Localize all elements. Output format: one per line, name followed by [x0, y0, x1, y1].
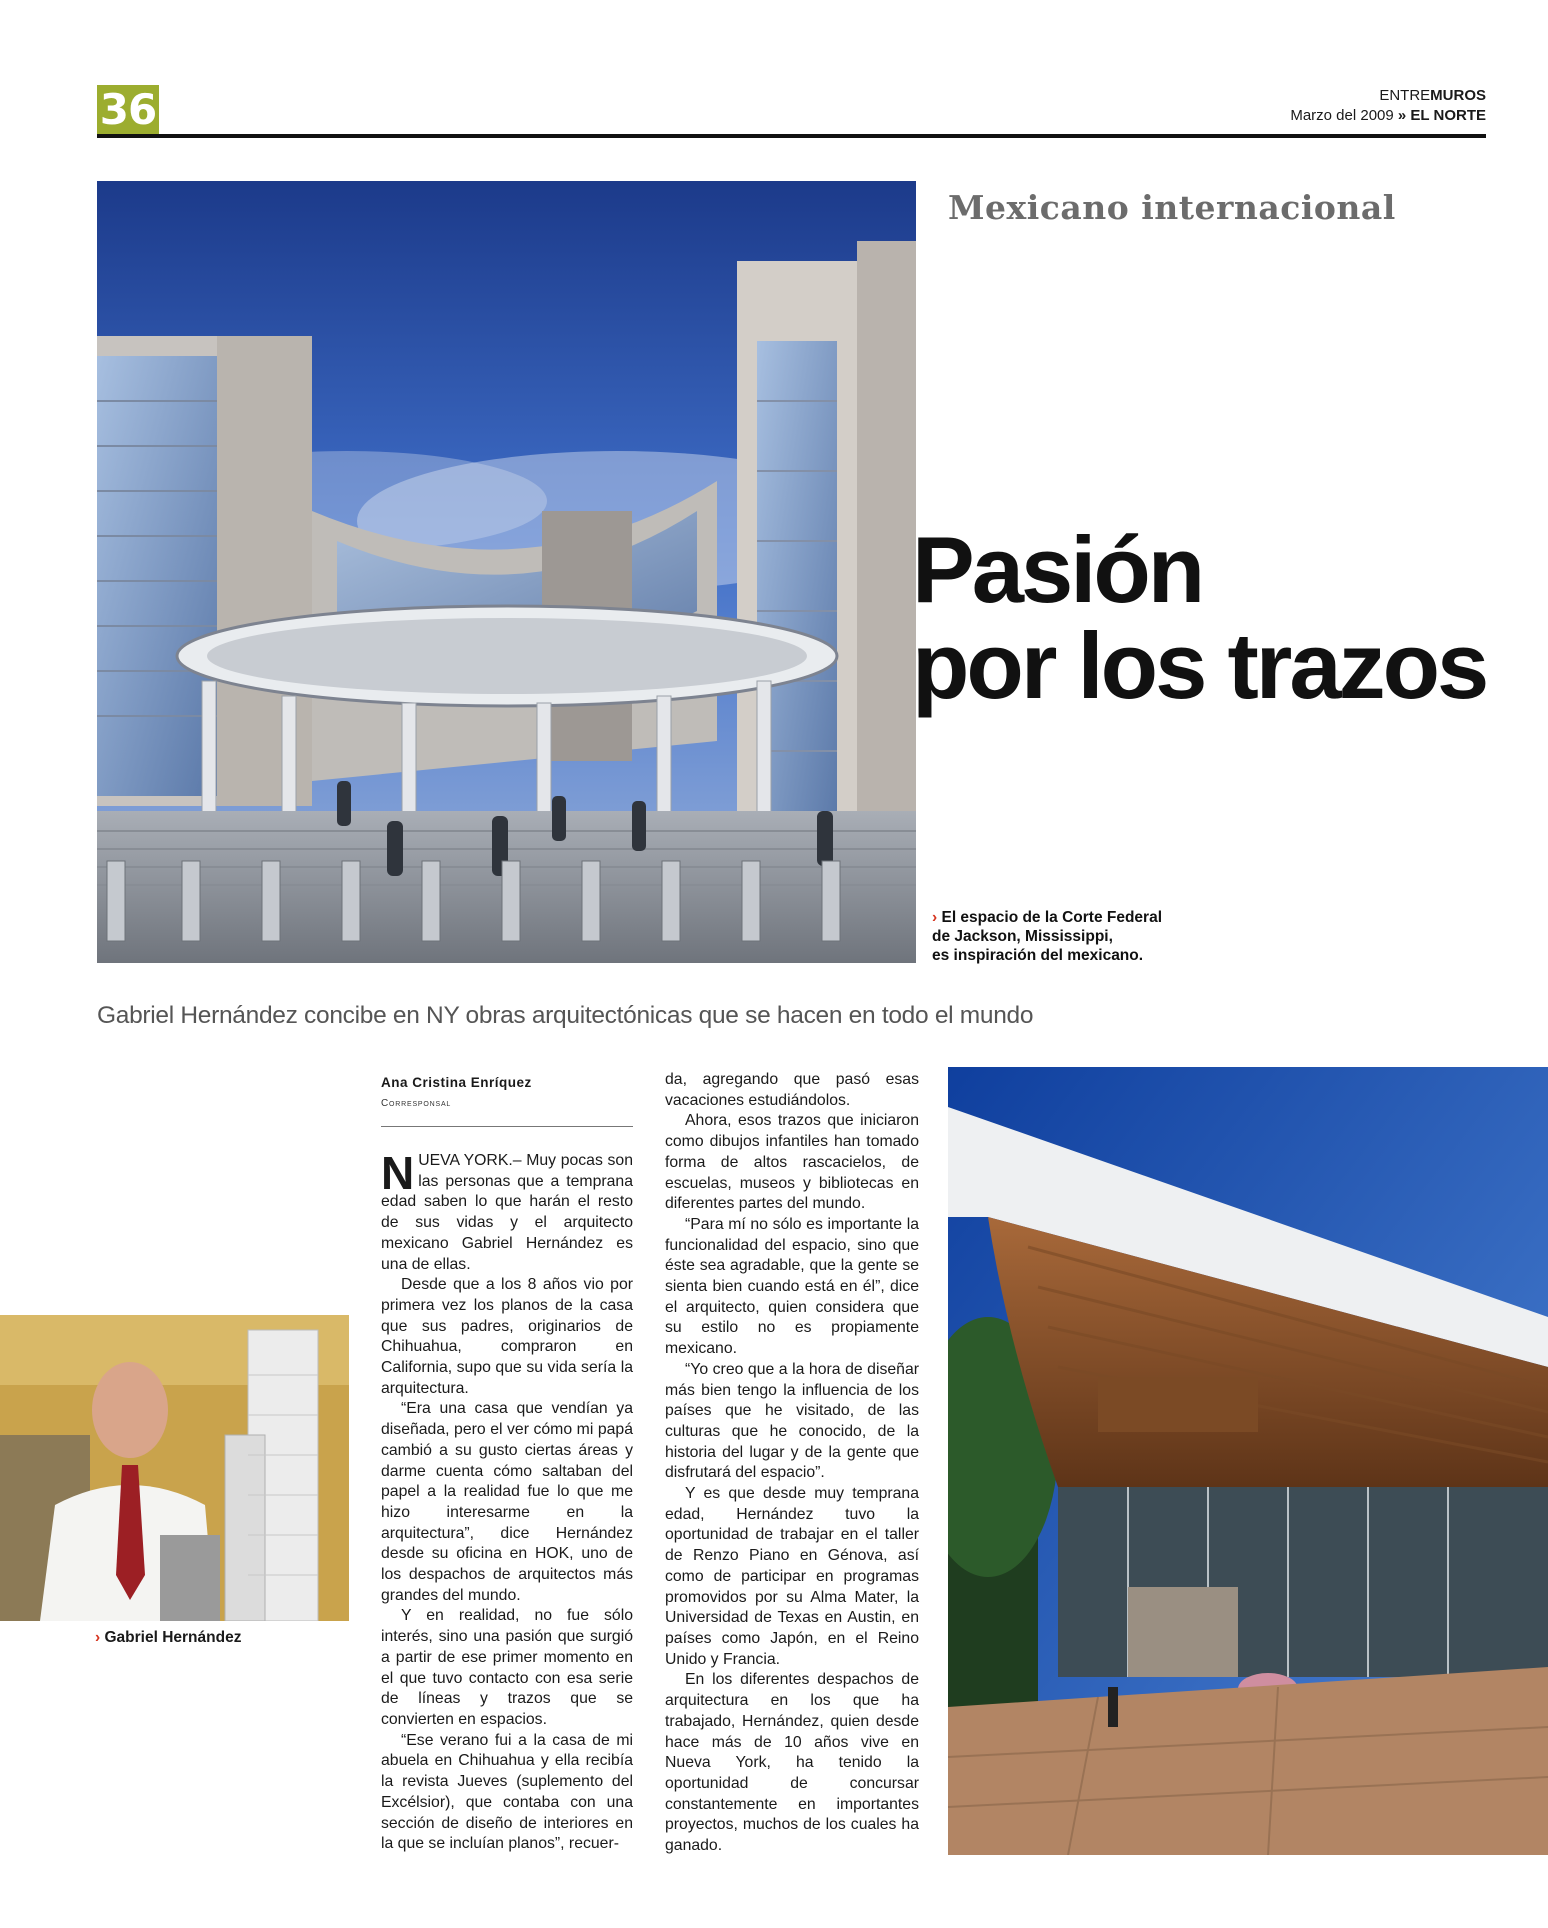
headline — [912, 517, 1487, 718]
section-header — [1290, 86, 1486, 126]
page-number: 36 — [97, 85, 159, 135]
body-paragraph: Y es que desde muy temprana edad, Hernández tuvo la oportunidad de trabajar en el taller de Renzo Piano en Génova, así como de participar en programas promovidos por su Alma Mater, la Universidad de Texas en Austin, en países como Japón, en el Reino Unido y Francia. — [665, 1485, 919, 1668]
body-column-2 — [665, 1070, 919, 1857]
header-rule — [97, 134, 1486, 138]
publication-name: EL NORTE — [1410, 107, 1486, 124]
body-paragraph: da, agregando que pasó esas vacaciones estudiándolos. — [665, 1071, 919, 1109]
byline-rule — [381, 1126, 633, 1127]
body-paragraph: Desde que a los 8 años vio por primera vez los planos de la casa que sus padres, originarios de Chihuahua, compraron en California, supo que su vida sería la arquitectura. — [381, 1276, 633, 1397]
body-paragraph: “Ese verano fui a la casa de mi abuela en Chihuahua y ella recibía la revista Jueves (suplemento del Excélsior), que contaba con una sección de diseño de interiores en la que se incluían planos”, recuer- — [381, 1731, 633, 1853]
byline-role: Corresponsal — [381, 1098, 452, 1109]
section-title: ENTREMUROS — [1379, 87, 1486, 104]
hero-caption: › El espacio de la Corte Federal de Jackson, Mississippi, es inspiración del mexicano. — [932, 909, 1163, 964]
portrait-caption: › Gabriel Hernández — [95, 1629, 242, 1646]
article-deck: Gabriel Hernández concibe en NY obras arquitectónicas que se hacen en todo el mundo — [97, 1002, 1034, 1029]
separator-glyph: » — [1397, 107, 1407, 124]
body-paragraph: “Yo creo que a la hora de diseñar más bien tengo la influencia de los países que he visitado, de las culturas que he conocido, de la historia del lugar y de la gente que disfrutará del espacio”. — [665, 1360, 919, 1482]
pavilion-photo — [948, 1067, 1548, 1855]
issue-date: Marzo del 2009 — [1290, 107, 1394, 124]
issue-line — [1290, 106, 1486, 126]
caption-arrow-icon: › — [95, 1629, 101, 1646]
byline-name: Ana Cristina Enríquez — [381, 1075, 532, 1090]
body-paragraph: En los diferentes despachos de arquitectura en los que ha trabajado, Hernández, quien desde hace más de 10 años vive en Nueva York, ha tenido la oportunidad de concursar constantemente en importantes proyectos, muchos de los cuales ha ganado. — [665, 1671, 919, 1855]
body-paragraph: “Para mí no sólo es importante la funcionalidad del espacio, sino que éste sea agradable, que la gente se sienta bien cuando está en él”, dice el arquitecto, quien considera que su estilo no es propiamente mexicano. — [665, 1215, 919, 1358]
caption-arrow-icon: › — [932, 909, 938, 926]
body-paragraph: NUEVA YORK.– Muy pocas son las personas que a temprana edad saben lo que harán el resto de sus vidas y el arquitecto mexicano Gabriel Hernández es una de ellas. — [381, 1147, 633, 1273]
body-paragraph: Ahora, esos trazos que iniciaron como dibujos infantiles han tomado forma de altos rascacielos, de escuelas, museos y bibliotecas en diferentes partes del mundo. — [665, 1112, 919, 1213]
body-paragraph: “Era una casa que vendían ya diseñada, pero el ver cómo mi papá cambió a su gusto ciertas áreas y darme cuenta cómo saltaban del papel a la realidad fue lo que me hizo interesarme en la arquitectura”, dice Hernández desde su oficina en HOK, uno de los despachos de arquitectos más grandes del mundo. — [381, 1400, 633, 1604]
headline-line-2: por los trazos — [912, 613, 1487, 718]
article-kicker: Mexicano internacional — [948, 188, 1396, 227]
drop-cap: N — [381, 1147, 415, 1199]
hero-image-courthouse — [97, 181, 916, 963]
portrait-photo — [0, 1315, 349, 1621]
body-column-1 — [381, 1147, 633, 1855]
body-paragraph: Y en realidad, no fue sólo interés, sino una pasión que surgió a partir de ese primer momento en el que tuvo contacto con esa serie de líneas y trazos que se convierten en espacios. — [381, 1607, 633, 1728]
headline-line-1: Pasión — [912, 517, 1203, 622]
